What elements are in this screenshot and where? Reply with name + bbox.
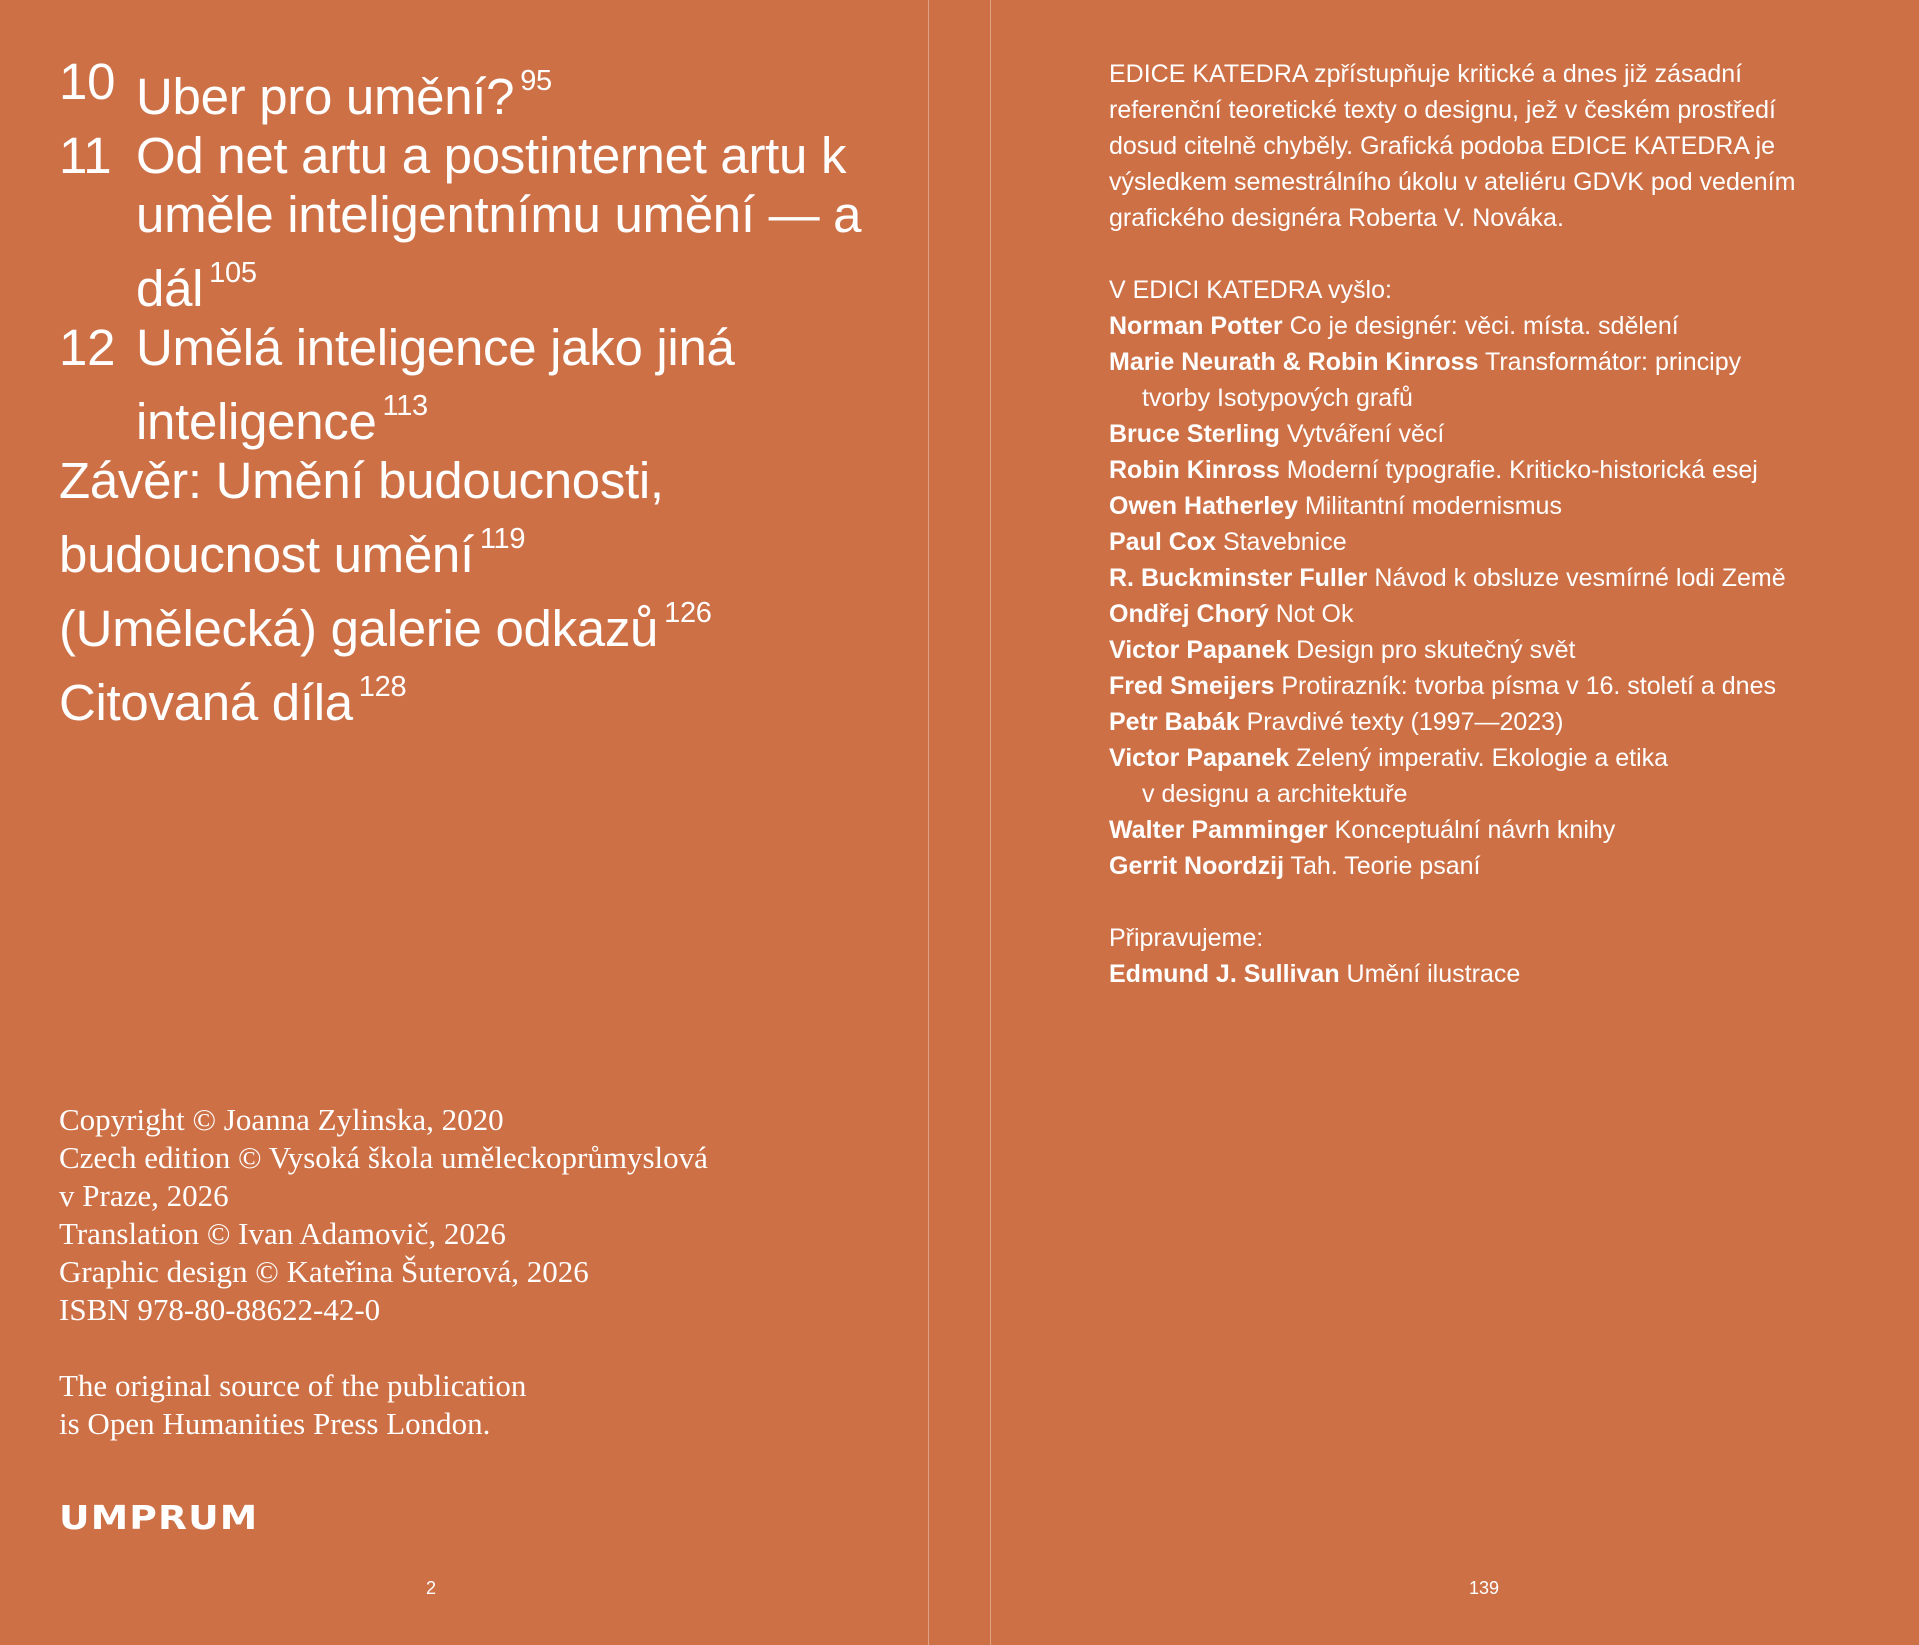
book-title: Not Ok: [1275, 600, 1354, 628]
toc-title: Citovaná díla: [59, 674, 353, 731]
page-number: 2: [426, 1578, 437, 1598]
toc-title-wrap: [136, 318, 879, 451]
book-title-continuation: v designu a architektuře: [1142, 780, 1408, 808]
book-author: Edmund J. Sullivan: [1109, 960, 1340, 988]
toc-title-wrap: [136, 52, 879, 126]
book-author: Ondřej Chorý: [1109, 600, 1269, 628]
book-title: Konceptuální návrh knihy: [1334, 816, 1616, 844]
book-author: Gerrit Noordzij: [1109, 852, 1285, 880]
imprint-line: Czech edition © Vysoká škola uměleckoprůmyslová: [59, 1140, 708, 1175]
toc-title: Uber pro umění?: [136, 68, 515, 125]
book-title: Militantní modernismus: [1304, 492, 1562, 520]
book-entry: [1109, 704, 1869, 740]
left-page: [0, 0, 928, 1645]
book-entry: [1109, 848, 1869, 884]
book-entry: [1109, 452, 1869, 488]
book-entry: [1109, 812, 1869, 848]
book-author: Fred Smeijers: [1109, 672, 1275, 700]
book-author: Walter Pamminger: [1109, 816, 1328, 844]
book-author: Norman Potter: [1109, 312, 1283, 340]
toc-title: Závěr: Umění budoucnosti, budoucnost umění: [59, 452, 664, 583]
toc-entry: [59, 451, 879, 584]
table-of-contents: [59, 52, 879, 732]
imprint-line: ISBN 978-80-88622-42-0: [59, 1292, 381, 1327]
book-title: Design pro skutečný svět: [1296, 636, 1576, 664]
book-entry: [1109, 344, 1869, 416]
imprint-line: Copyright © Joanna Zylinska, 2020: [59, 1102, 504, 1137]
book-title-continuation: tvorby Isotypových grafů: [1142, 384, 1413, 412]
toc-number: 10: [59, 53, 116, 110]
book-author: Bruce Sterling: [1109, 420, 1280, 448]
page-number: 139: [1469, 1578, 1500, 1598]
toc-page-number: 128: [358, 671, 407, 703]
toc-number: 11: [59, 127, 112, 184]
spacer: [59, 1329, 708, 1367]
imprint-line: v Praze, 2026: [59, 1178, 229, 1213]
published-list-heading: V EDICI KATEDRA vyšlo:: [1109, 276, 1392, 304]
toc-entry: [59, 584, 879, 658]
book-entry: [1109, 668, 1869, 704]
book-title: Vytváření věcí: [1286, 420, 1445, 448]
book-title: Umění ilustrace: [1346, 960, 1521, 988]
book-entry: [1109, 488, 1869, 524]
umprum-logo: UMPRUM: [59, 1498, 259, 1537]
book-title: Návod k obsluze vesmírné lodi Země: [1374, 564, 1786, 592]
book-title: Zelený imperativ. Ekologie a etika: [1296, 744, 1669, 772]
book-author: Victor Papanek: [1109, 636, 1290, 664]
toc-page-number: 105: [209, 257, 257, 289]
toc-page-number: 113: [382, 390, 428, 422]
forthcoming-book: [1109, 956, 1869, 992]
book-entry: [1109, 416, 1869, 452]
book-title: Co je designér: věci. místa. sdělení: [1289, 312, 1679, 340]
book-author: Marie Neurath & Robin Kinross: [1109, 348, 1479, 376]
toc-page-number: 119: [479, 523, 526, 555]
page-edge-divider: [928, 0, 929, 1645]
published-book-list: [1109, 308, 1869, 884]
intro-line: výsledkem semestrálního úkolu v ateliéru GDVK pod vedením: [1109, 168, 1796, 196]
toc-entry: [59, 126, 879, 318]
book-title: Pravdivé texty (1997—2023): [1246, 708, 1564, 736]
right-page: [990, 0, 1919, 1645]
toc-title: Od net artu a postinternet artu k uměle inteligentnímu umění — a dál: [136, 127, 862, 317]
book-author: Robin Kinross: [1109, 456, 1280, 484]
book-title: Transformátor: principy: [1485, 348, 1742, 376]
intro-line: dosud citelně chyběly. Grafická podoba EDICE KATEDRA je: [1109, 132, 1776, 160]
book-title: Protirazník: tvorba písma v 16. století a dnes: [1281, 672, 1776, 700]
book-entry: [1109, 596, 1869, 632]
book-title: Moderní typografie. Kriticko-historická esej: [1286, 456, 1758, 484]
toc-title-wrap: [59, 658, 879, 732]
toc-title: (Umělecká) galerie odkazů: [59, 600, 659, 657]
toc-entry: [59, 658, 879, 732]
intro-line: grafického designéra Roberta V. Nováka.: [1109, 204, 1564, 232]
book-entry: [1109, 740, 1869, 812]
book-author: Victor Papanek: [1109, 744, 1290, 772]
book-author: Owen Hatherley: [1109, 492, 1298, 520]
source-line: is Open Humanities Press London.: [59, 1406, 491, 1441]
toc-page-number: 95: [520, 65, 552, 97]
imprint-line: Graphic design © Kateřina Šuterová, 2026: [59, 1254, 589, 1289]
toc-entry: [59, 52, 879, 126]
source-line: The original source of the publication: [59, 1368, 527, 1403]
book-entry: [1109, 524, 1869, 560]
imprint-line: Translation © Ivan Adamovič, 2026: [59, 1216, 506, 1251]
intro-line: EDICE KATEDRA zpřístupňuje kritické a dnes již zásadní: [1109, 60, 1743, 88]
book-author: Paul Cox: [1109, 528, 1216, 556]
toc-title: Umělá inteligence jako jiná inteligence: [136, 319, 735, 450]
book-entry: [1109, 308, 1869, 344]
toc-title-wrap: [136, 126, 879, 318]
book-author: Petr Babák: [1109, 708, 1240, 736]
intro-line: referenční teoretické texty o designu, jež v českém prostředí: [1109, 96, 1776, 124]
forthcoming-heading: Připravujeme:: [1109, 924, 1264, 952]
book-author: R. Buckminster Fuller: [1109, 564, 1368, 592]
book-title: Tah. Teorie psaní: [1290, 852, 1481, 880]
toc-title-wrap: [59, 451, 719, 584]
toc-number: 12: [59, 319, 116, 376]
imprint: [59, 1101, 708, 1443]
series-description: [1109, 56, 1869, 992]
book-title: Stavebnice: [1222, 528, 1347, 556]
book-entry: [1109, 560, 1869, 596]
toc-page-number: 126: [664, 597, 712, 629]
book-entry: [1109, 632, 1869, 668]
toc-entry: [59, 318, 879, 451]
toc-title-wrap: [59, 584, 879, 658]
